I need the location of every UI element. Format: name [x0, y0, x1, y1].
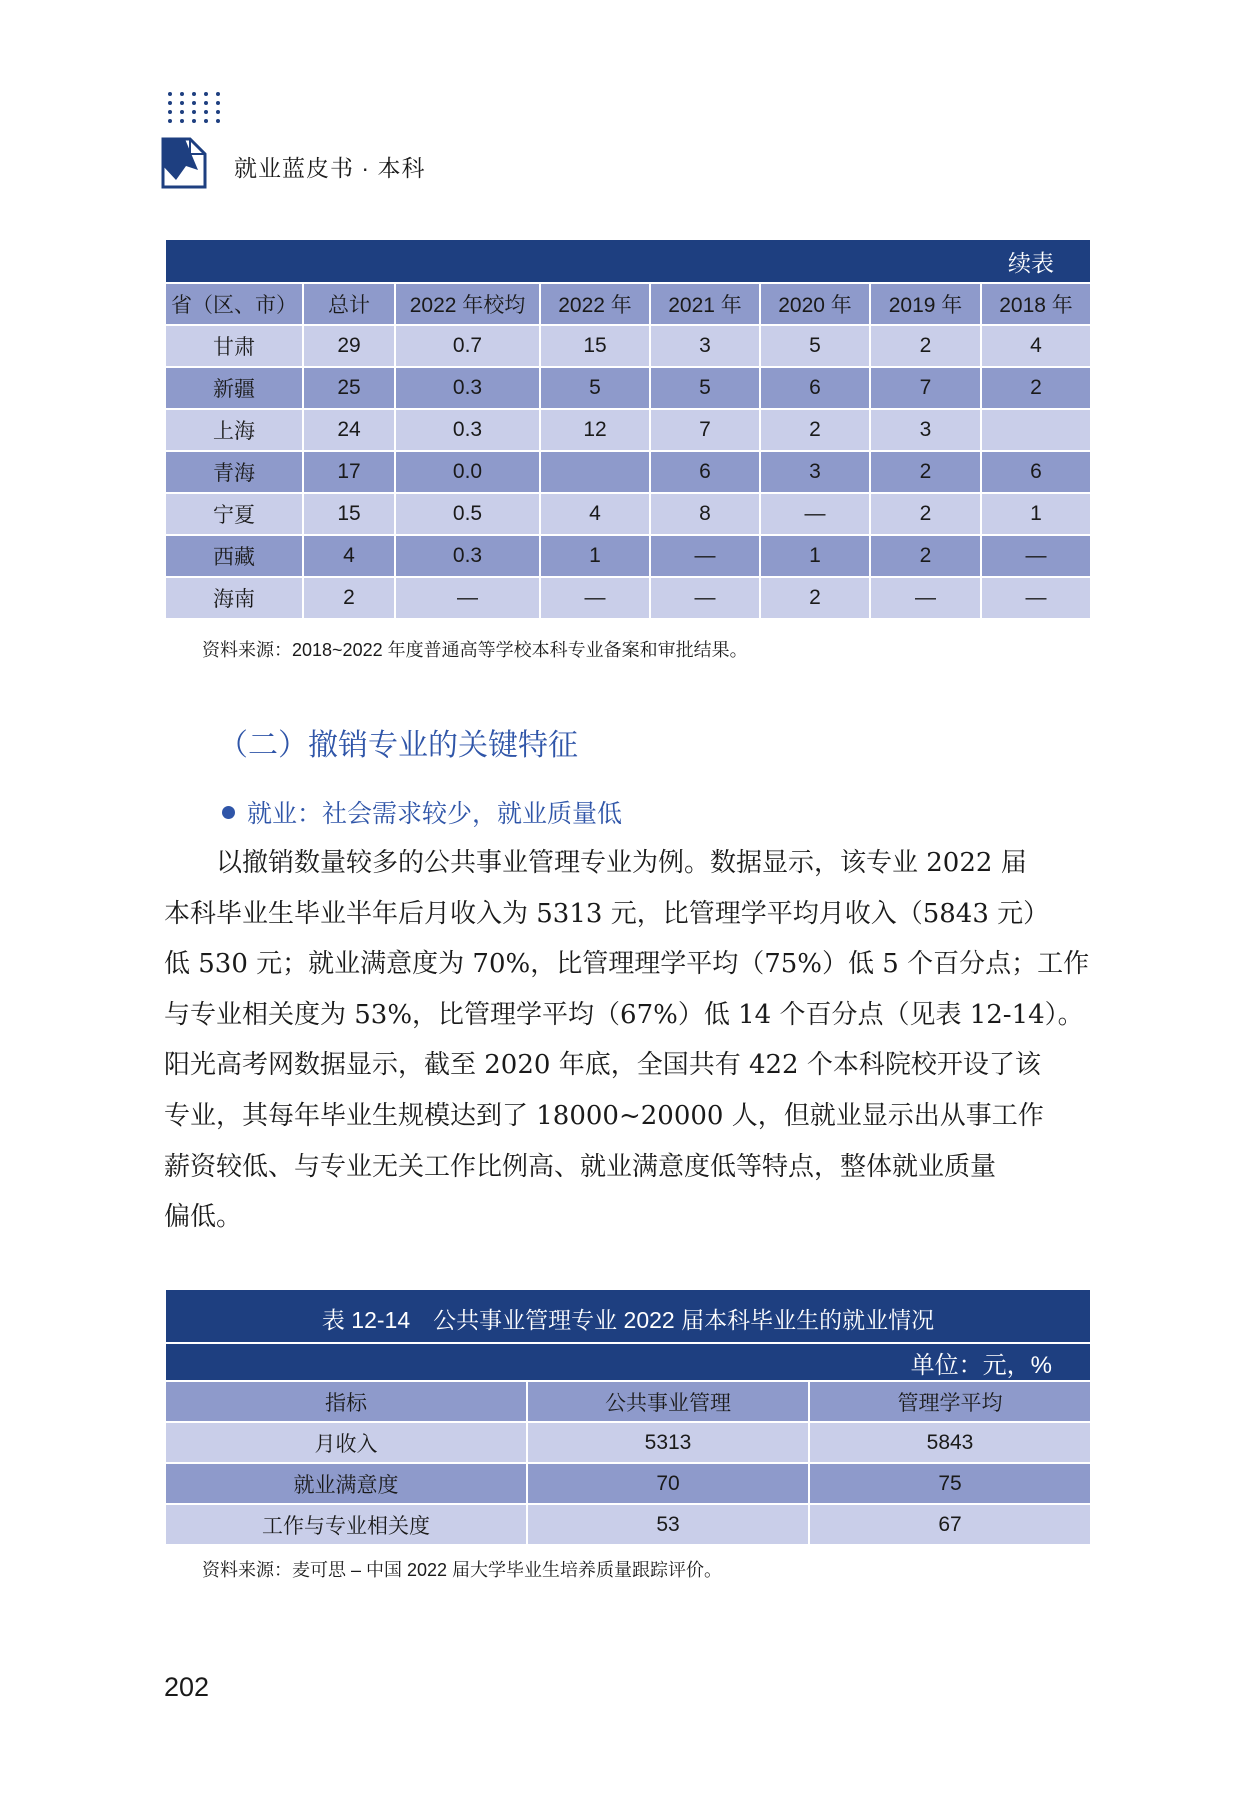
- paragraph-line: 阳光高考网数据显示，截至 2020 年底，全国共有 422 个本科院校开设了该: [164, 1050, 1041, 1081]
- table-cell: —: [981, 577, 1091, 619]
- table-cell: 24: [303, 409, 395, 451]
- column-header: 总计: [303, 283, 395, 325]
- table-cell: 宁夏: [165, 493, 303, 535]
- table-cell: 7: [650, 409, 760, 451]
- page-number: 202: [164, 1672, 210, 1702]
- table-cell: 15: [540, 325, 650, 367]
- table-cell: 5843: [809, 1422, 1091, 1463]
- paragraph-line: 与专业相关度为 53%，比管理学平均（67%）低 14 个百分点（见表 12-14）。: [164, 999, 1084, 1030]
- table-cell: 0.7: [395, 325, 540, 367]
- column-header: 2021 年: [650, 283, 760, 325]
- table-cell: —: [650, 535, 760, 577]
- paragraph-line: 偏低。: [164, 1202, 243, 1233]
- column-header: 指标: [165, 1381, 527, 1422]
- table-cell: 0.3: [395, 409, 540, 451]
- table-cell: 8: [650, 493, 760, 535]
- table-row: [165, 535, 1091, 577]
- table-row: [165, 1463, 1091, 1504]
- table-row: [165, 367, 1091, 409]
- table-cell: [540, 451, 650, 493]
- table-cell: 15: [303, 493, 395, 535]
- table-cell: 2: [760, 577, 870, 619]
- table-cell: 5: [760, 325, 870, 367]
- paragraph-line: 本科毕业生毕业半年后月收入为 5313 元，比管理学平均月收入（5843 元）: [164, 898, 1050, 929]
- table-cell: 67: [809, 1504, 1091, 1545]
- table-source-note: 资料来源：2018~2022 年度普通高等学校本科专业备案和审批结果。: [202, 640, 748, 660]
- table-cell: 3: [870, 409, 981, 451]
- table-cell: —: [540, 577, 650, 619]
- table-cell: 2: [303, 577, 395, 619]
- table-row: [165, 493, 1091, 535]
- table-cell: 2: [870, 535, 981, 577]
- section-heading: （二）撤销专业的关键特征: [218, 729, 578, 762]
- column-header: 省（区、市）: [165, 283, 303, 325]
- table-title: 表 12-14 公共事业管理专业 2022 届本科毕业生的就业情况: [165, 1289, 1091, 1343]
- table-cell: 就业满意度: [165, 1463, 527, 1504]
- table-cell: 2: [870, 451, 981, 493]
- table-cell: 西藏: [165, 535, 303, 577]
- body-paragraph: [164, 838, 1092, 1243]
- paragraph-line: 专业，其每年毕业生规模达到了 18000~20000 人，但就业显示出从事工作: [164, 1100, 1044, 1131]
- table-cell: 1: [760, 535, 870, 577]
- table-cell: —: [650, 577, 760, 619]
- table-cell: 0.3: [395, 367, 540, 409]
- paragraph-line: 低 530 元；就业满意度为 70%，比管理理学平均（75%）低 5 个百分点；工作: [164, 949, 1090, 980]
- table-row: [165, 409, 1091, 451]
- table-cell: 2: [760, 409, 870, 451]
- table-row: [165, 577, 1091, 619]
- table-cell: 6: [981, 451, 1091, 493]
- table-cell: 6: [760, 367, 870, 409]
- table-row: [165, 325, 1091, 367]
- table-cell: 月收入: [165, 1422, 527, 1463]
- table-cell: —: [395, 577, 540, 619]
- dot-grid-ornament: [168, 92, 222, 123]
- bullet-heading-text: 就业：社会需求较少，就业质量低: [247, 800, 623, 828]
- paragraph-line: 以撤销数量较多的公共事业管理专业为例。数据显示，该专业 2022 届: [164, 848, 1027, 878]
- table-cell: 53: [527, 1504, 809, 1545]
- table-cell: 0.5: [395, 493, 540, 535]
- table-cell: 2: [870, 325, 981, 367]
- table-cell: —: [981, 535, 1091, 577]
- book-logo-icon: [160, 136, 208, 190]
- table-cell: [981, 409, 1091, 451]
- paragraph-line: 薪资较低、与专业无关工作比例高、就业满意度低等特点，整体就业质量: [164, 1151, 997, 1182]
- table-cell: 2: [870, 493, 981, 535]
- column-header: 2022 年校均: [395, 283, 540, 325]
- table-cell: 3: [760, 451, 870, 493]
- table-cell: 29: [303, 325, 395, 367]
- table-cell: 3: [650, 325, 760, 367]
- table-cell: 17: [303, 451, 395, 493]
- column-header: 2019 年: [870, 283, 981, 325]
- table-cell: 25: [303, 367, 395, 409]
- table-cell: 4: [303, 535, 395, 577]
- table-cell: 上海: [165, 409, 303, 451]
- table-cell: 12: [540, 409, 650, 451]
- column-header: 2018 年: [981, 283, 1091, 325]
- bullet-heading: [222, 794, 622, 830]
- table-cell: 75: [809, 1463, 1091, 1504]
- table-row: [165, 451, 1091, 493]
- table-cell: 2: [981, 367, 1091, 409]
- table-unit: 单位：元，%: [165, 1343, 1091, 1381]
- column-header: 公共事业管理: [527, 1381, 809, 1422]
- column-header: 管理学平均: [809, 1381, 1091, 1422]
- table-cell: 6: [650, 451, 760, 493]
- table-cell: 7: [870, 367, 981, 409]
- table-cell: 5313: [527, 1422, 809, 1463]
- table-cell: 1: [981, 493, 1091, 535]
- table-cell: 青海: [165, 451, 303, 493]
- table-cell: 甘肃: [165, 325, 303, 367]
- table-cell: 70: [527, 1463, 809, 1504]
- table-cell: 5: [650, 367, 760, 409]
- table-cell: 5: [540, 367, 650, 409]
- table-cell: 4: [540, 493, 650, 535]
- table-cell: 新疆: [165, 367, 303, 409]
- table-cell: 1: [540, 535, 650, 577]
- table-cell: 0.0: [395, 451, 540, 493]
- table-cell: 工作与专业相关度: [165, 1504, 527, 1545]
- table-continued-label: 续表: [165, 239, 1091, 283]
- table-cell: 0.3: [395, 535, 540, 577]
- table-cell: —: [870, 577, 981, 619]
- table-row: [165, 1422, 1091, 1463]
- header-title: 就业蓝皮书 · 本科: [234, 155, 426, 181]
- bullet-dot-icon: [222, 806, 235, 819]
- table-source-note: 资料来源：麦可思 – 中国 2022 届大学毕业生培养质量跟踪评价。: [202, 1560, 723, 1580]
- column-header: 2020 年: [760, 283, 870, 325]
- table-cell: —: [760, 493, 870, 535]
- table-row: [165, 1504, 1091, 1545]
- table-cell: 海南: [165, 577, 303, 619]
- provinces-table: [164, 238, 1092, 620]
- table-cell: 4: [981, 325, 1091, 367]
- column-header: 2022 年: [540, 283, 650, 325]
- employment-table: [164, 1288, 1092, 1546]
